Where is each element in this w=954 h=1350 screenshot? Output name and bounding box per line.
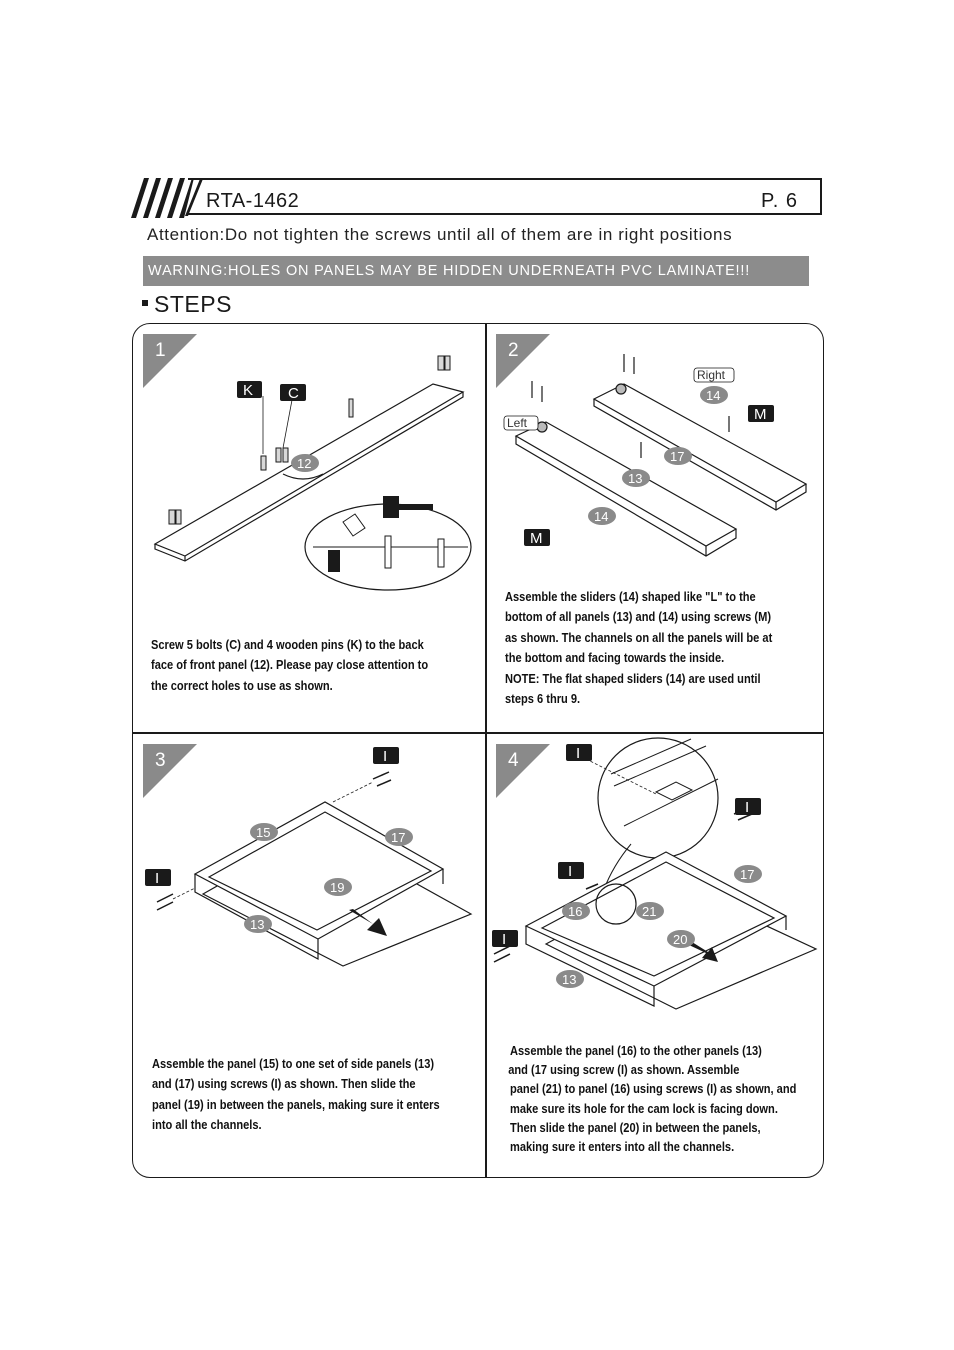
steps-grid — [132, 323, 824, 1178]
instruction-line: and (17) using screws (I) as shown. Then slide the — [152, 1077, 416, 1092]
steps-heading — [142, 291, 232, 318]
svg-text:Right: Right — [697, 368, 726, 382]
part-label-13 — [556, 970, 584, 988]
instruction-line: as shown. The channels on all the panels will be at — [505, 630, 773, 645]
svg-text:Left: Left — [507, 416, 528, 430]
step-number: 1 — [155, 340, 166, 361]
part-label-i — [373, 747, 399, 765]
svg-text:I: I — [568, 863, 573, 880]
svg-text:17: 17 — [740, 867, 755, 882]
instruction-line: Then slide the panel (20) in between the panels, — [510, 1120, 761, 1135]
part-label-i — [735, 798, 761, 816]
instruction-line: steps 6 thru 9. — [505, 692, 581, 707]
instruction-line: Screw 5 bolts (C) and 4 wooden pins (K) to the back — [151, 638, 424, 652]
step-number: 2 — [508, 340, 519, 361]
part-label-c — [280, 384, 306, 402]
instruction-line: face of front panel (12). Please pay close attention to — [151, 658, 429, 673]
header-title-box — [188, 178, 822, 215]
instruction-line: make sure its hole for the cam lock is facing down. — [510, 1101, 778, 1116]
part-label-i — [566, 744, 592, 762]
step3-illustration — [133, 734, 485, 1034]
step-instructions — [505, 587, 772, 709]
part-label-19 — [324, 878, 352, 896]
document-code: RTA-1462 — [206, 190, 300, 212]
svg-text:19: 19 — [330, 880, 345, 895]
svg-text:C: C — [288, 385, 299, 402]
step-panel-1 — [133, 324, 485, 732]
step-panel-3 — [133, 734, 485, 1177]
step2-illustration — [486, 324, 823, 584]
instruction-line: into all the channels. — [152, 1118, 262, 1133]
svg-text:17: 17 — [391, 830, 406, 845]
instruction-line: bottom of all panels (13) and (14) using screws (M) — [505, 610, 772, 625]
instruction-line: NOTE: The flat shaped sliders (14) are used until — [505, 671, 761, 686]
step-number: 3 — [155, 750, 166, 771]
step-instructions — [510, 1042, 796, 1157]
svg-text:14: 14 — [594, 509, 609, 524]
svg-text:I: I — [502, 931, 507, 948]
instruction-line: the correct holes to use as shown. — [151, 678, 333, 693]
page-header — [130, 178, 824, 218]
bolts-and-pins — [169, 356, 450, 524]
instruction-line: the bottom and facing towards the inside. — [505, 651, 725, 666]
hammer-detail-inset — [305, 496, 471, 590]
svg-text:K: K — [243, 382, 254, 399]
step-number: 4 — [508, 750, 519, 771]
page-number: P. 6 — [761, 190, 798, 212]
svg-text:M: M — [754, 406, 767, 423]
part-label-i — [145, 869, 171, 887]
part-label-i — [492, 930, 518, 948]
part-label-k — [237, 381, 262, 399]
instruction-line: Assemble the panel (15) to one set of side panels (13) — [152, 1057, 435, 1071]
svg-text:21: 21 — [642, 904, 657, 919]
svg-text:16: 16 — [568, 904, 583, 919]
part-label-17 — [734, 865, 762, 883]
step4-illustration — [486, 734, 823, 1034]
part-label-13 — [622, 469, 650, 487]
svg-text:12: 12 — [297, 456, 312, 471]
instruction-line: panel (19) in between the panels, making sure it enters — [152, 1097, 440, 1112]
svg-text:I: I — [576, 745, 581, 762]
attention-note: Attention:Do not tighten the screws until all of them are in right positions — [147, 225, 733, 244]
part-label-m — [748, 405, 774, 423]
part-label-17 — [664, 447, 692, 465]
svg-text:14: 14 — [706, 388, 721, 403]
instruction-line: Assemble the panel (16) to the other panels (13) — [510, 1044, 762, 1058]
instruction-line: panel (21) to panel (16) using screws (I) as shown, and — [510, 1082, 797, 1097]
svg-text:15: 15 — [256, 825, 271, 840]
part-label-14 — [700, 386, 728, 404]
step-instructions — [152, 1054, 440, 1136]
step-panel-4 — [486, 734, 823, 1177]
part-label-14 — [588, 507, 616, 525]
label-left — [504, 416, 538, 430]
header-stripes-decoration — [130, 178, 194, 218]
part-label-21 — [636, 902, 664, 920]
part-label-13 — [244, 915, 272, 933]
part-label-16 — [562, 902, 590, 920]
label-right — [694, 368, 734, 382]
svg-text:13: 13 — [628, 471, 643, 486]
part-label-17 — [385, 828, 413, 846]
svg-text:13: 13 — [562, 972, 577, 987]
svg-text:I: I — [155, 870, 160, 887]
svg-text:I: I — [745, 799, 750, 816]
step-panel-2 — [486, 324, 823, 732]
svg-text:17: 17 — [670, 449, 685, 464]
bullet-square-icon — [142, 300, 148, 306]
part-label-i — [558, 862, 584, 880]
part-label-20 — [667, 930, 695, 948]
part-label-m — [524, 529, 550, 547]
svg-text:13: 13 — [250, 917, 265, 932]
step1-illustration — [133, 324, 485, 624]
svg-text:20: 20 — [673, 932, 688, 947]
svg-text:I: I — [383, 748, 388, 765]
instruction-line: making sure it enters into all the channels. — [510, 1140, 735, 1155]
step-instructions — [151, 635, 428, 696]
callout-lines — [263, 396, 292, 454]
part-label-12 — [291, 454, 319, 472]
svg-text:M: M — [530, 530, 543, 547]
part-label-15 — [250, 823, 278, 841]
steps-heading-text: STEPS — [154, 291, 232, 317]
warning-banner: WARNING:HOLES ON PANELS MAY BE HIDDEN UNDERNEATH PVC LAMINATE!!! — [143, 256, 809, 286]
instruction-line: and (17 using screw (I) as shown. Assemble — [508, 1063, 740, 1078]
instruction-line: Assemble the sliders (14) shaped like "L" to the — [505, 590, 756, 604]
